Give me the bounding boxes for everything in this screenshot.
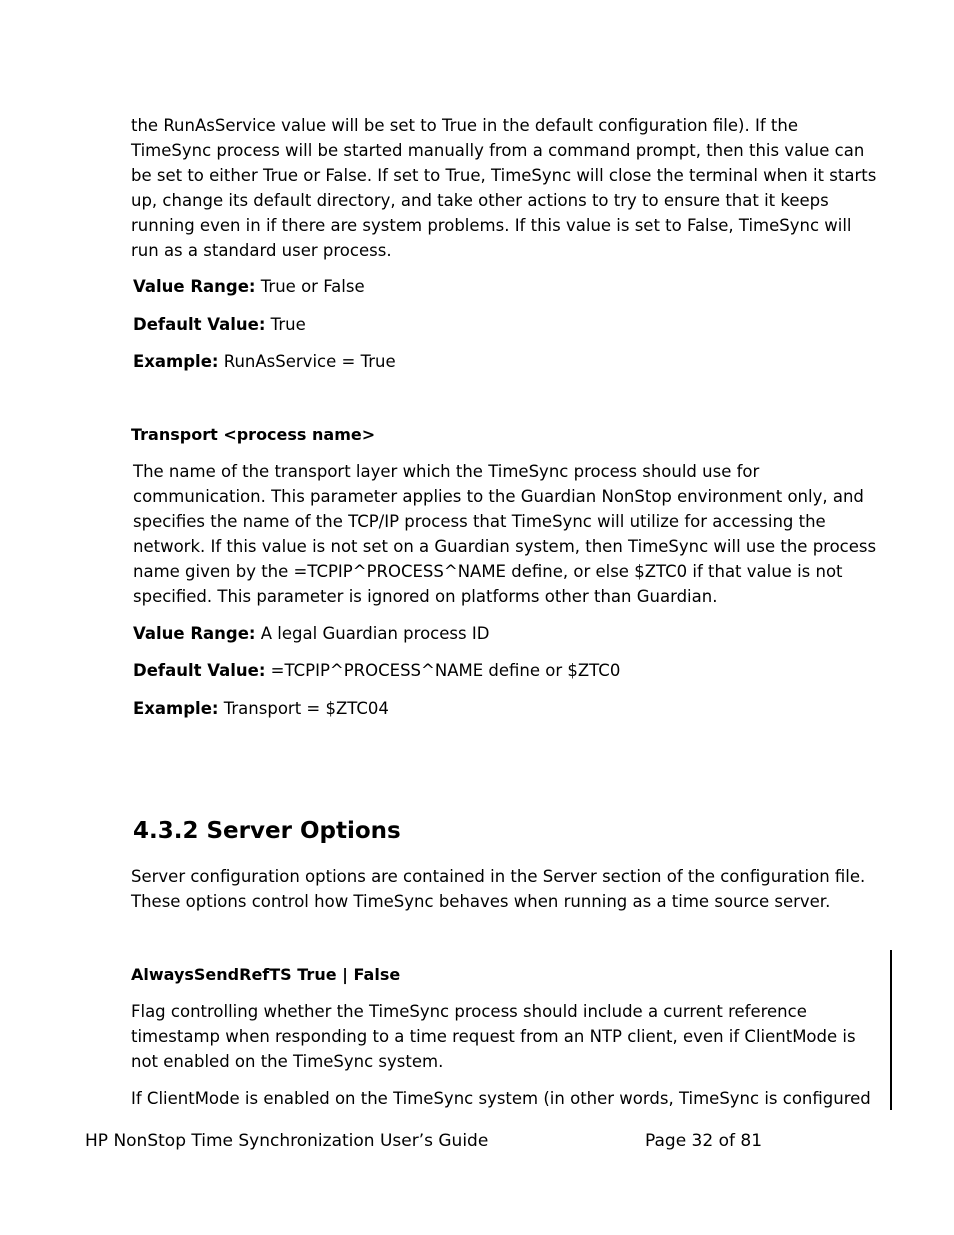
default-value-text: =TCPIP^PROCESS^NAME define or $ZTC0 xyxy=(265,661,621,680)
always-send-paragraph-2: If ClientMode is enabled on the TimeSync system (in other words, TimeSync is configured xyxy=(131,1089,871,1108)
value-range-text: A legal Guardian process ID xyxy=(255,624,490,643)
example-text: RunAsService = True xyxy=(218,352,396,371)
server-options-paragraph: Server configuration options are contained in the Server section of the configuration file. These options control how TimeSync behaves when running as a time source server. xyxy=(131,867,866,911)
server-options-heading: 4.3.2 Server Options xyxy=(133,818,401,844)
intro-default-value xyxy=(133,312,306,337)
intro-example xyxy=(133,349,396,374)
footer-page-number: Page 32 of 81 xyxy=(645,1131,763,1151)
intro-value-range xyxy=(133,274,365,299)
always-send-heading: AlwaysSendRefTS True | False xyxy=(131,965,401,984)
transport-paragraph: The name of the transport layer which the TimeSync process should use for communication. This parameter applies to the Guardian NonStop environment only, and specifies the name of the TCP/IP process that TimeSync will utilize for accessing the network. If this value is not set on a Guardian system, then TimeSync will use the process name given by the =TCPIP^PROCESS^NAME define, or else $ZTC0 if that value is not specified. This parameter is ignored on platforms other than Guardian. xyxy=(133,462,877,606)
transport-heading: Transport <process name> xyxy=(131,425,376,444)
default-value-label: Default Value: xyxy=(133,661,266,680)
transport-default-value xyxy=(133,658,620,683)
example-label: Example: xyxy=(133,699,219,718)
example-label: Example: xyxy=(133,352,219,371)
default-value-text: True xyxy=(265,315,306,334)
default-value-label: Default Value: xyxy=(133,315,266,334)
value-range-label: Value Range: xyxy=(133,624,256,643)
value-range-label: Value Range: xyxy=(133,277,256,296)
intro-paragraph: the RunAsService value will be set to True in the default configuration file). If the TimeSync process will be started manually from a command prompt, then this value can be set to either True or False. If set to True, TimeSync will close the terminal when it starts up, change its default directory, and take other actions to try to ensure that it keeps running even in if there are system problems. If this value is set to False, TimeSync will run as a standard user process. xyxy=(131,116,877,260)
transport-example xyxy=(133,696,389,721)
transport-value-range xyxy=(133,621,489,646)
change-bar xyxy=(890,950,892,1110)
value-range-text: True or False xyxy=(255,277,365,296)
footer-title: HP NonStop Time Synchronization User’s Guide xyxy=(85,1131,489,1151)
example-text: Transport = $ZTC04 xyxy=(218,699,389,718)
always-send-paragraph-1: Flag controlling whether the TimeSync process should include a current reference timestamp when responding to a time request from an NTP client, even if ClientMode is not enabled on the TimeSync system. xyxy=(131,1002,856,1071)
